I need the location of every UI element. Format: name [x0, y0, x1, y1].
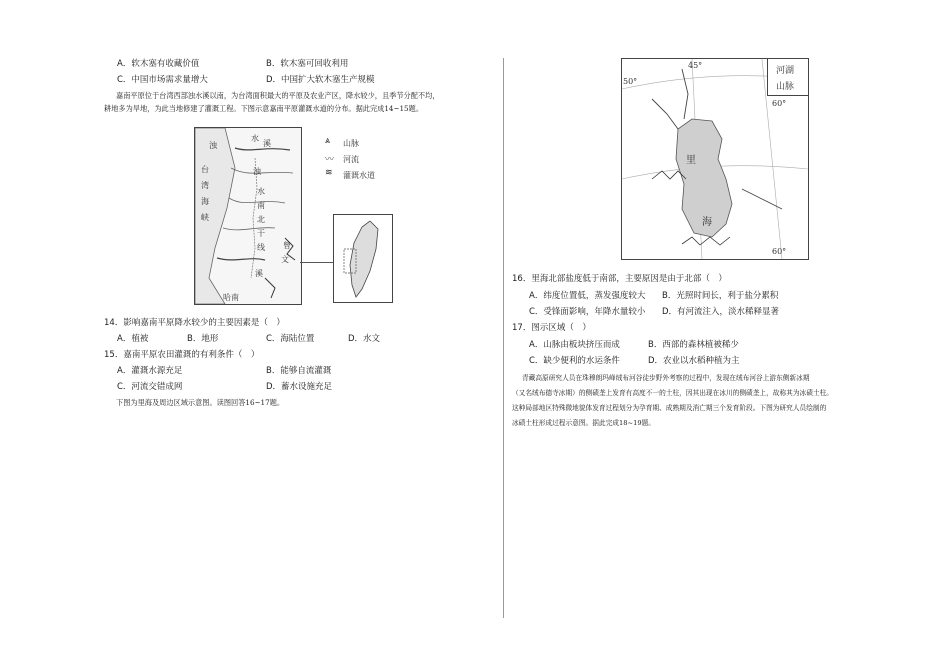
q14-option-a: A．植被	[117, 334, 149, 344]
river-icon: 〰	[325, 155, 335, 165]
intro-18-19-line4: 冰碛土柱形成过程示意图。据此完成18~19题。	[512, 419, 655, 427]
taiwan-inset-drawing	[334, 215, 392, 302]
legend-mountain-label-2: 山脉	[776, 82, 795, 92]
legend-mountain-label: 山脉	[343, 139, 359, 148]
lat-label-50: 50°	[623, 77, 638, 86]
q14-option-d: D．水文	[348, 334, 381, 344]
map1-label-5: 水	[257, 187, 265, 196]
intro-18-19-line2: （又名绒布德寺冰期）的侧碛垄上发育有高度不一的土柱，因其出现在冰川的侧碛垄上，故称其为冰碛土柱。	[512, 389, 833, 397]
q16-stem: 16．里海北部盐度低于南部，主要原因是由于北部（ ）	[512, 274, 727, 284]
legend-canal-label: 灌溉水道	[343, 171, 375, 180]
map1-label-4: 浊	[253, 167, 261, 176]
jianan-map-drawing	[195, 128, 301, 304]
map1-label-12: 海	[201, 197, 209, 206]
sea-label-2: 海	[702, 217, 712, 228]
q14-option-c: C．海陆位置	[266, 334, 315, 344]
map1-label-10: 台	[201, 165, 209, 174]
intro-18-19-line3: 这种局部地区特殊微地貌体发育过程划分为孕育期、成熟期及消亡期三个发育阶段。下图为研究人员绘制的	[512, 404, 827, 412]
q13-option-b: B．软木塞可回收利用	[266, 59, 349, 69]
intro-18-19	[512, 371, 912, 431]
lon-label-60: 60°	[772, 247, 787, 256]
lat-label-60: 60°	[772, 99, 787, 108]
sea-label-1: 里	[686, 155, 696, 166]
map1-legend	[325, 136, 395, 186]
map1-label-14: 曾	[283, 241, 291, 250]
map1-label-2: 水	[251, 134, 259, 143]
map1-label-11: 湾	[201, 181, 209, 190]
q15-option-c: C．河流交错成网	[117, 382, 183, 392]
q13-option-a: A．软木塞有收藏价值	[117, 59, 200, 69]
intro-18-19-line1: 青藏高原研究人员在珠穆朗玛峰绒布河谷徒步野外考察的过程中，发现在绒布河谷上游东侧新冰期	[522, 374, 810, 382]
q13-option-d: D．中国扩大软木塞生产规模	[266, 75, 375, 85]
right-column	[505, 0, 950, 672]
intro-16-17: 下图为里海及周边区域示意图。读图回答16~17题。	[116, 398, 285, 407]
map1-label-15: 文	[281, 255, 289, 264]
canal-icon: ≋	[325, 168, 333, 178]
map1-label-7: 北	[257, 215, 265, 224]
map1-label-16: 溪	[255, 269, 263, 278]
caspian-sea-map	[621, 58, 809, 260]
jianan-plain-map	[194, 127, 302, 305]
q17-stem: 17．图示区域（ ）	[512, 323, 591, 333]
q16-option-b: B．光照时间长，利于盐分累积	[662, 291, 779, 301]
legend-lake-label: 河湖	[776, 66, 795, 76]
inset-connector	[300, 262, 333, 263]
taiwan-inset-map	[333, 214, 393, 303]
q17-option-c: C．缺少便利的水运条件	[529, 356, 620, 366]
map1-label-1: 浊	[209, 141, 217, 150]
q17-option-b: B．西部的森林植被稀少	[648, 340, 739, 350]
map1-label-8: 干	[257, 229, 265, 238]
q17-option-d: D．农业以水稻种植为主	[648, 356, 740, 366]
q15-option-a: A．灌溉水源充足	[117, 366, 183, 376]
q14-stem: 14．影响嘉南平原降水较少的主要因素是（ ）	[104, 318, 285, 328]
intro-14-15-line1: 嘉南平原位于台湾西部浊水溪以南，为台湾面积最大的平原及农业产区，降水较少，且季节分配不均，	[116, 91, 440, 100]
q16-option-a: A．纬度位置低，蒸发强度较大	[529, 291, 646, 301]
column-divider	[503, 58, 504, 618]
q16-option-d: D．有河流注入，淡水稀释显著	[662, 307, 780, 317]
q17-option-a: A．山脉由板块挤压而成	[529, 340, 620, 350]
lon-label-45: 45°	[688, 61, 703, 70]
map1-label-13: 峡	[201, 213, 209, 222]
q16-option-c: C．受锋面影响，年降水量较小	[529, 307, 646, 317]
map1-label-6: 南	[257, 201, 265, 210]
map1-label-3: 溪	[263, 139, 271, 148]
q13-option-c: C．中国市场需求量增大	[117, 75, 208, 85]
intro-14-15	[104, 89, 499, 115]
q14-option-b: B．地形	[187, 334, 219, 344]
q15-option-b: B．能够自流灌溉	[266, 366, 332, 376]
intro-14-15-line2: 耕地多为旱地，为此当地修建了灌溉工程。下图示意嘉南平原灌溉水道的分布。据此完成14~15题。	[104, 104, 424, 113]
q15-stem: 15．嘉南平原农田灌溉的有利条件（ ）	[104, 350, 260, 360]
legend-river-label: 河流	[343, 155, 359, 164]
mountain-icon: ⩓	[325, 136, 331, 146]
map2-legend	[767, 59, 808, 96]
map1-label-9: 线	[257, 243, 265, 252]
map1-label-17: 哈南	[223, 293, 239, 302]
q15-option-d: D．蓄水设施充足	[266, 382, 333, 392]
